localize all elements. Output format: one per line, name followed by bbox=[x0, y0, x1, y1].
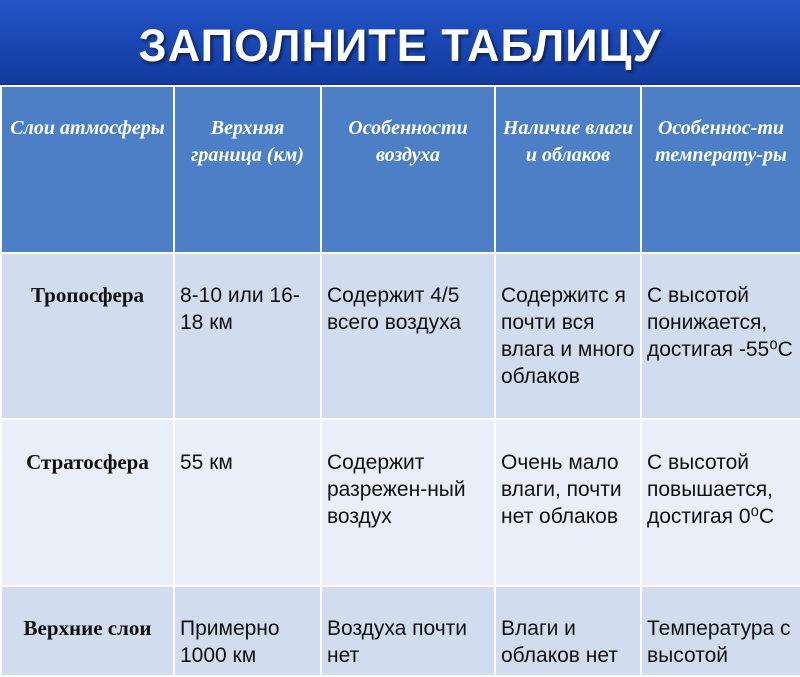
cell-layer: Стратосфера bbox=[1, 419, 174, 586]
cell-air: Содержит разрежен-ный воздух bbox=[321, 419, 495, 586]
cell-air: Воздуха почти нет bbox=[321, 586, 495, 676]
cell-layer: Тропосфера bbox=[1, 253, 174, 419]
table-header-row bbox=[1, 86, 800, 253]
cell-temperature: С высотой повышается, достигая 0⁰С bbox=[641, 419, 800, 586]
cell-moisture: Содержитс я почти вся влага и много облаков bbox=[495, 253, 641, 419]
cell-moisture: Влаги и облаков нет bbox=[495, 586, 641, 676]
cell-temperature: Температура с высотой bbox=[641, 586, 800, 676]
cell-upper-limit: 55 км bbox=[174, 419, 321, 586]
header-upper-limit: Верхняя граница (км) bbox=[174, 86, 321, 253]
table-row bbox=[1, 253, 800, 419]
cell-upper-limit: 8-10 или 16-18 км bbox=[174, 253, 321, 419]
header-air-features: Особенности воздуха bbox=[321, 86, 495, 253]
header-temperature: Особеннос-ти температу-ры bbox=[641, 86, 800, 253]
cell-moisture: Очень мало влаги, почти нет облаков bbox=[495, 419, 641, 586]
cell-upper-limit: Примерно 1000 км bbox=[174, 586, 321, 676]
header-moisture: Наличие влаги и облаков bbox=[495, 86, 641, 253]
slide-title: ЗАПОЛНИТЕ ТАБЛИЦУ bbox=[138, 20, 662, 71]
table-row bbox=[1, 419, 800, 586]
cell-air: Содержит 4/5 всего воздуха bbox=[321, 253, 495, 419]
header-layers: Слои атмосферы bbox=[1, 86, 174, 253]
cell-temperature: С высотой понижается, достигая -55⁰С bbox=[641, 253, 800, 419]
atmosphere-table bbox=[0, 85, 800, 677]
cell-layer: Верхние слои bbox=[1, 586, 174, 676]
